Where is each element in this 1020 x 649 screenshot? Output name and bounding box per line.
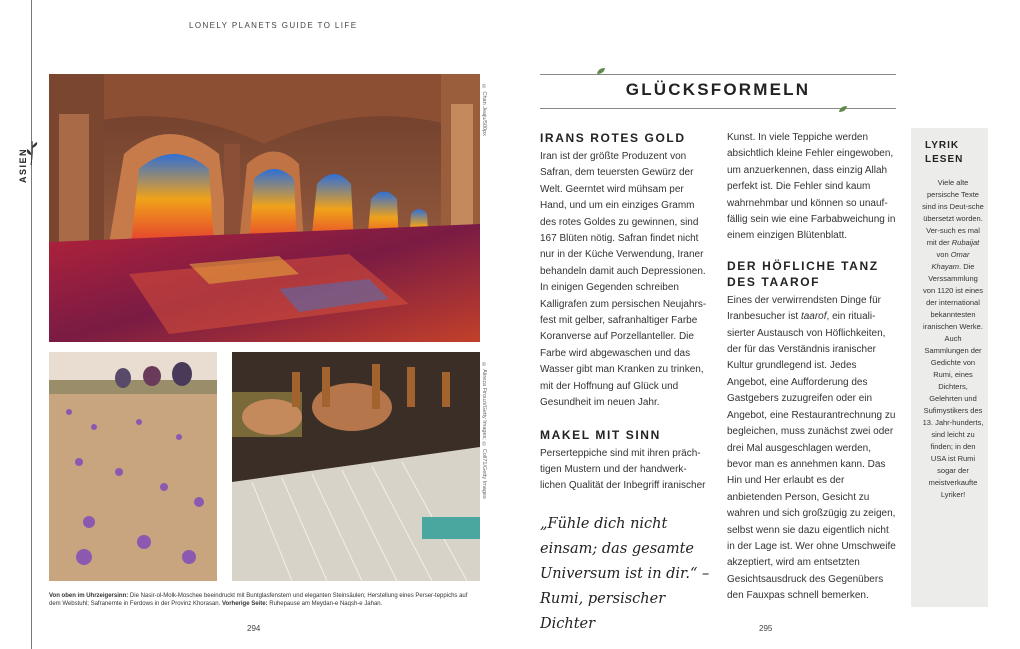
caption-text-2: Ruhepause am Meydan-e Naqsh-e Jahan.	[267, 601, 383, 607]
quote-attribution: – Rumi, persischer Dichter	[540, 566, 710, 632]
heading-saffron: IRANS ROTES GOLD	[540, 131, 686, 145]
column-right	[727, 130, 897, 605]
column-left	[540, 130, 712, 495]
body-saffron: Iran ist der größte Produzent von Safran, dem teuersten Gewürz der Welt. Geerntet wird mühsam per Hand, und um ein einziges Gramm des rotes Goldes zu gewinnen, sind 167 Blüten nötig. Safran findet nicht nur in der Küche Verwendung, Iraner behandeln damit auch Depressionen. In einigen Gegenden schreiben Kalligrafen zum persischen Neujahrs-fest mit gelber, safranhaltiger Farbe Koranverse auf Porzellanteller. Die Farbe wird abgewaschen und das Wasser gibt man Kranken zu trinken, mit der Hoffnung auf Glück und Gesundheit im neuen Jahr.	[540, 151, 707, 409]
page-number-left: 294	[247, 624, 261, 633]
photo-credit-loom: © Alireza Firouzi/Getty Images; © Coll71/Getty Images	[481, 362, 487, 499]
heading-makel: MAKEL MIT SINN	[540, 427, 661, 442]
page-number-right: 295	[759, 624, 773, 633]
saffron-field-photo	[49, 352, 217, 581]
caption-text: Die Nasir-ol-Molk-Moschee beeindruckt mit Buntglasfenstern und eleganten Steinsäulen; Herstellung eines Perser-teppichs auf dem Webstuhl; Safranernte in Ferdows in der Provinz Khorasan.	[49, 593, 468, 607]
photo-credit-main: © Chan Jeaju/500px	[481, 84, 487, 136]
body-makel-continued: Kunst. In viele Teppiche werden absichtlich kleine Fehler eingewoben, um anzuerkennen, dass einzig Allah perfekt ist. Die Fehler sind kaum wahrnehmbar und können so unauf-fällig sein wie eine Farbabweichung in einem einzigen Blütenblatt.	[727, 132, 896, 242]
quote-text: „Fühle dich nicht einsam; das gesamte Universum ist in dir.“	[540, 516, 698, 582]
pull-quote	[540, 512, 715, 637]
sidebar-title: LYRIK LESEN	[925, 140, 964, 165]
leaf-icon-top	[596, 67, 606, 75]
page-title: GLÜCKSFORMELN	[625, 80, 811, 99]
spine-line	[31, 0, 32, 649]
running-head: LONELY PLANETS GUIDE TO LIFE	[189, 21, 358, 30]
heading-taarof: DER HÖFLICHE TANZ DES TAAROF	[727, 258, 879, 289]
sidebar-text: Viele alte persische Texte sind ins Deut-sche übersetzt worden. Ver-such es mal mit der Rubaijat von Omar Khayam. Die Verssammlung von 1120 ist eines der international bekanntesten iranischen Werke. Auch Sammlungen der Gedichte von Rumi, eines Dichters, Gelehrten und Sufimystikers des 13. Jahr-hunderts, sind leicht zu finden; in den USA ist Rumi sogar der meistverkaufte Lyriker!	[922, 178, 984, 499]
leaf-icon-bottom	[838, 105, 848, 113]
photo-caption	[49, 592, 469, 608]
mosque-photo	[49, 74, 480, 342]
caption-lead: Von oben im Uhrzeigersinn:	[49, 593, 129, 599]
section-label: ASIEN	[18, 147, 28, 183]
title-rule-top	[540, 74, 896, 75]
body-makel: Perserteppiche sind mit ihren präch-tigen Mustern und der handwerk-lichen Qualität der Inbegriff iranischer	[540, 447, 706, 492]
loom-photo	[232, 352, 480, 581]
caption-lead-2: Vorherige Seite:	[221, 601, 268, 607]
body-taarof: Eines der verwirrendsten Dinge für Iranbesucher ist taarof, ein rituali-sierter Austausch von Höflichkeiten, der für das Verständnis iranischer Kultur grundlegend ist. Jedes Angebot, eine Aufforderung des Gastgebers zuzugreifen oder ein Angebot, eine Restaurantrechnung zu begleichen, muss zunächst zwei oder drei Mal ausgeschlagen werden, bevor man es annehmen kann. Das Hin und Her erlaubt es der anbietenden Person, Gesicht zu wahren und sich großzügig zu zeigen, selbst wenn sie dazu eigentlich nicht in der Lage ist. Wer ohne Umschweife akzeptiert, wird am entsetzten Gesichtsausdruck des Gegenübers den Fauxpas schnell bemerken.	[727, 294, 896, 602]
